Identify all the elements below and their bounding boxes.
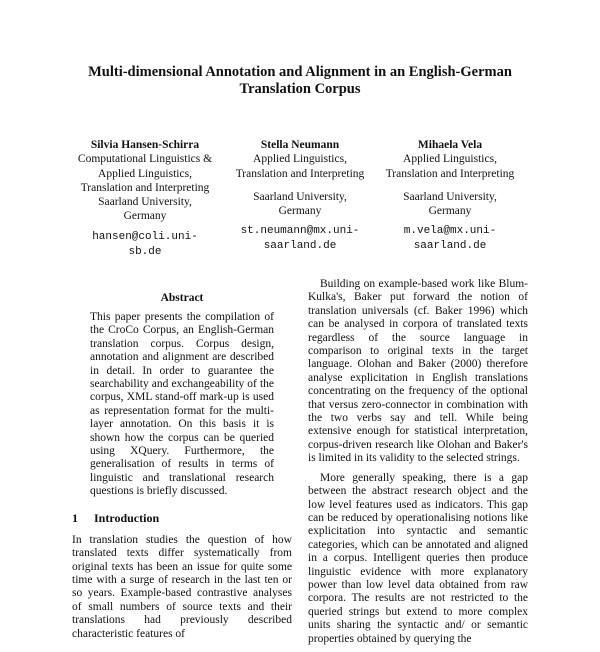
author-email[interactable]: hansen@coli.uni- sb.de	[92, 230, 198, 258]
author-university: Saarland University,	[98, 196, 192, 209]
author-block	[375, 138, 525, 254]
author-block	[225, 138, 375, 254]
author-country: Germany	[278, 205, 322, 218]
author-affiliation: Translation and Interpreting	[80, 181, 210, 194]
paper-title: Multi-dimensional Annotation and Alignment in an English-German Translation Corpus	[88, 64, 512, 97]
author-country: Germany	[428, 205, 472, 218]
author-affiliation: Applied Linguistics,	[253, 153, 347, 166]
author-name: Silvia Hansen-Schirra	[90, 139, 200, 151]
abstract-text: This paper presents the compilation of the CroCo Corpus, an English-German translation corpus. Corpus design, annotation and alignment are described in detail. In order to guarantee the searchability and exchangeability of the corpus, XML stand-off mark-up is used as representation format for the multi-layer annotation. On this basis it is shown how the corpus can be queried using XQuery. Furthermore, the generalisation of results in terms of linguistic and translational research questions is briefly discussed.	[90, 311, 274, 498]
author-university: Saarland University,	[403, 190, 497, 203]
author-affiliation: Applied Linguistics,	[403, 153, 497, 166]
section-number: 1	[72, 510, 78, 525]
right-column	[308, 278, 528, 652]
abstract-heading: Abstract	[160, 292, 204, 304]
author-block	[50, 138, 240, 260]
author-email[interactable]: m.vela@mx.uni- saarland.de	[403, 225, 497, 253]
introduction-text: In translation studies the question of how translated texts differ systematically from original texts has been an issue for quite some time with a surge of research in the last ten or so years. Example-based contrastive analyses of small numbers of source texts and their translations had previously described characteristic features of	[72, 533, 292, 640]
section-title: Introduction	[94, 510, 160, 525]
author-name: Mihaela Vela	[417, 139, 483, 151]
author-affiliation: Applied Linguistics,	[98, 167, 192, 180]
author-name: Stella Neumann	[260, 139, 340, 151]
author-affiliation: Computational Linguistics &	[77, 153, 213, 166]
section-heading	[72, 511, 292, 526]
author-university: Saarland University,	[253, 190, 347, 203]
body-paragraph: Building on example-based work like Blum-Kulka's, Baker put forward the notion of translation universals (cf. Baker 1996) which can be analysed in corpora of translated texts regardless of the source language in comparison to original texts in the target language. Olohan and Baker (2000) therefore analyse explicitation in English translations concentrating on the frequency of the optional that versus zero-connector in combination with the two verbs say and tell. While being extensive enough for statistical interpretation, corpus-driven research like Olohan and Baker's is limited in its validity to the selected strings.	[308, 278, 528, 465]
left-column	[72, 292, 292, 641]
body-paragraph: More generally speaking, there is a gap between the abstract research object and the low level features used as indicators. This gap can be reduced by operationalising notions like explicitation into syntactic and semantic categories, which can be annotated and aligned in a corpus. Intelligent queries then produce linguistic evidence with more explanatory power than low level data obtained from raw corpora. The results are not restricted to the queried strings but extend to more complex units sharing the syntactic and/ or semantic properties obtained by querying the	[308, 471, 528, 645]
author-affiliation: Translation and Interpreting	[235, 167, 365, 180]
author-email[interactable]: st.neumann@mx.uni- saarland.de	[240, 225, 360, 253]
author-country: Germany	[123, 210, 167, 223]
author-affiliation: Translation and Interpreting	[385, 167, 515, 180]
